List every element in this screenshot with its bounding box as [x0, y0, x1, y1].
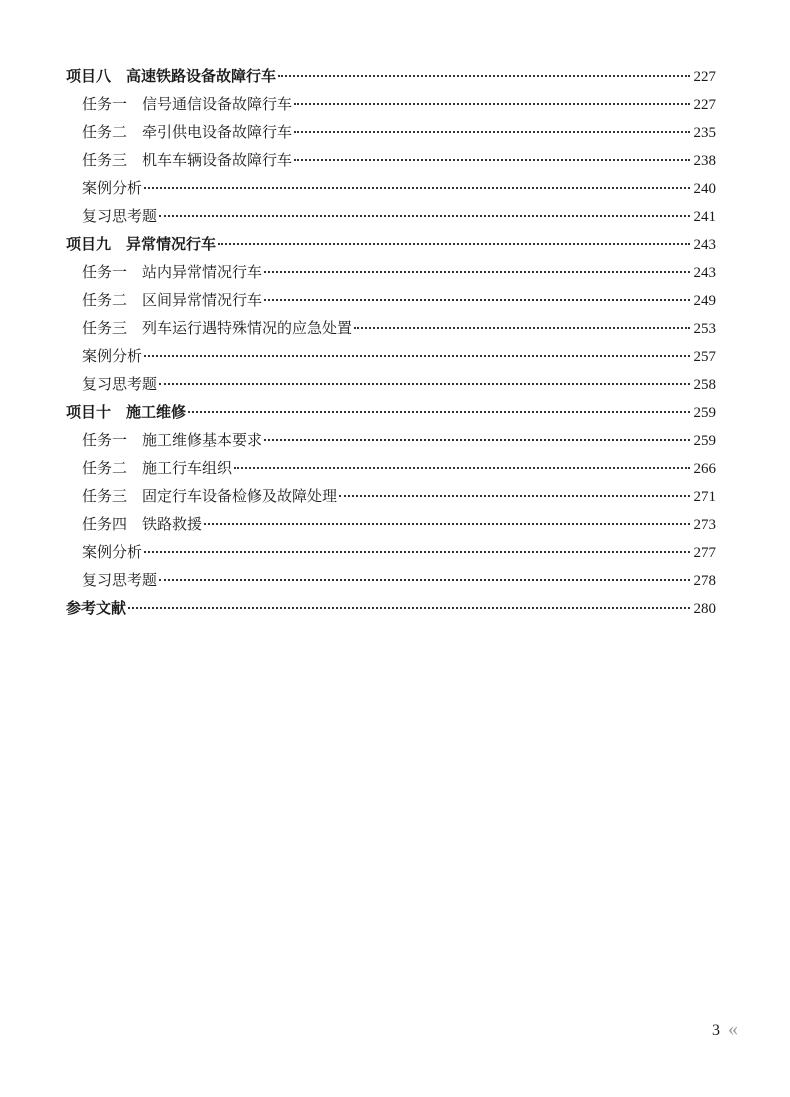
- toc-entry[interactable]: [66, 314, 716, 342]
- dot-leader: [144, 186, 689, 189]
- toc-entry[interactable]: [66, 482, 716, 510]
- toc-entry-page: 235: [693, 125, 716, 141]
- toc-entry[interactable]: [66, 146, 716, 174]
- toc-entry[interactable]: [66, 118, 716, 146]
- toc-entry-page: 280: [693, 601, 716, 617]
- dot-leader: [234, 466, 689, 469]
- dot-leader: [144, 354, 689, 357]
- toc-entry-page: 249: [693, 293, 716, 309]
- toc-entry-page: 227: [693, 69, 716, 85]
- toc-entry[interactable]: [66, 174, 716, 202]
- toc-entry[interactable]: [66, 258, 716, 286]
- toc-entry-page: 273: [693, 517, 716, 533]
- toc-entry-label: 任务二 施工行车组织: [82, 459, 233, 477]
- toc-entry-page: 243: [693, 237, 716, 253]
- toc-entry[interactable]: [66, 202, 716, 230]
- toc-entry-page: 271: [693, 489, 716, 505]
- toc-entry-label: 项目十 施工维修: [66, 403, 187, 421]
- toc-entry-label: 复习思考题: [82, 375, 158, 393]
- dot-leader: [218, 242, 689, 245]
- toc-entry-page: 257: [693, 349, 716, 365]
- dot-leader: [294, 130, 689, 133]
- toc-entry-label: 案例分析: [82, 347, 143, 365]
- toc-entry-label: 项目九 异常情况行车: [66, 235, 217, 253]
- dot-leader: [294, 158, 689, 161]
- page-footer: [712, 1018, 738, 1041]
- toc-entry-label: 任务一 施工维修基本要求: [82, 431, 263, 449]
- toc-entry-page: 240: [693, 181, 716, 197]
- dot-leader: [144, 550, 689, 553]
- toc-entry[interactable]: [66, 566, 716, 594]
- toc-entry[interactable]: [66, 426, 716, 454]
- toc-entry[interactable]: [66, 342, 716, 370]
- toc-entry-page: 259: [693, 405, 716, 421]
- toc-entry-label: 参考文献: [66, 599, 127, 617]
- dot-leader: [159, 578, 689, 581]
- dot-leader: [188, 410, 689, 413]
- toc-entry-page: 227: [693, 97, 716, 113]
- dot-leader: [339, 494, 689, 497]
- toc-entry[interactable]: [66, 510, 716, 538]
- toc-entry-label: 任务三 固定行车设备检修及故障处理: [82, 487, 338, 505]
- toc-entry-label: 复习思考题: [82, 207, 158, 225]
- double-chevron-left-icon: «: [728, 1018, 738, 1040]
- toc-entry-page: 278: [693, 573, 716, 589]
- dot-leader: [159, 214, 689, 217]
- toc-entry[interactable]: [66, 594, 716, 622]
- toc-entry-label: 案例分析: [82, 179, 143, 197]
- toc-entry-page: 241: [693, 209, 716, 225]
- dot-leader: [278, 74, 689, 77]
- dot-leader: [204, 522, 689, 525]
- dot-leader: [264, 438, 689, 441]
- dot-leader: [354, 326, 689, 329]
- toc-entry[interactable]: [66, 62, 716, 90]
- toc-entry-page: 238: [693, 153, 716, 169]
- toc-entry-page: 243: [693, 265, 716, 281]
- toc-entry[interactable]: [66, 454, 716, 482]
- toc-entry[interactable]: [66, 90, 716, 118]
- dot-leader: [159, 382, 689, 385]
- toc-entry-page: 266: [693, 461, 716, 477]
- toc-entry-label: 项目八 高速铁路设备故障行车: [66, 67, 277, 85]
- dot-leader: [294, 102, 689, 105]
- toc-entry[interactable]: [66, 230, 716, 258]
- toc-entry-label: 任务一 站内异常情况行车: [82, 263, 263, 281]
- table-of-contents: [66, 62, 716, 622]
- toc-entry-page: 259: [693, 433, 716, 449]
- toc-entry[interactable]: [66, 286, 716, 314]
- toc-entry[interactable]: [66, 370, 716, 398]
- toc-entry-label: 任务四 铁路救援: [82, 515, 203, 533]
- toc-entry-label: 任务一 信号通信设备故障行车: [82, 95, 293, 113]
- toc-entry-page: 258: [693, 377, 716, 393]
- toc-entry[interactable]: [66, 538, 716, 566]
- toc-entry-label: 任务三 机车车辆设备故障行车: [82, 151, 293, 169]
- toc-entry-page: 253: [693, 321, 716, 337]
- toc-entry-label: 任务二 区间异常情况行车: [82, 291, 263, 309]
- toc-entry[interactable]: [66, 398, 716, 426]
- toc-entry-label: 复习思考题: [82, 571, 158, 589]
- dot-leader: [128, 606, 689, 609]
- toc-entry-label: 案例分析: [82, 543, 143, 561]
- toc-entry-label: 任务三 列车运行遇特殊情况的应急处置: [82, 319, 353, 337]
- page-number: 3: [712, 1022, 720, 1039]
- dot-leader: [264, 298, 689, 301]
- toc-entry-label: 任务二 牵引供电设备故障行车: [82, 123, 293, 141]
- dot-leader: [264, 270, 689, 273]
- toc-entry-page: 277: [693, 545, 716, 561]
